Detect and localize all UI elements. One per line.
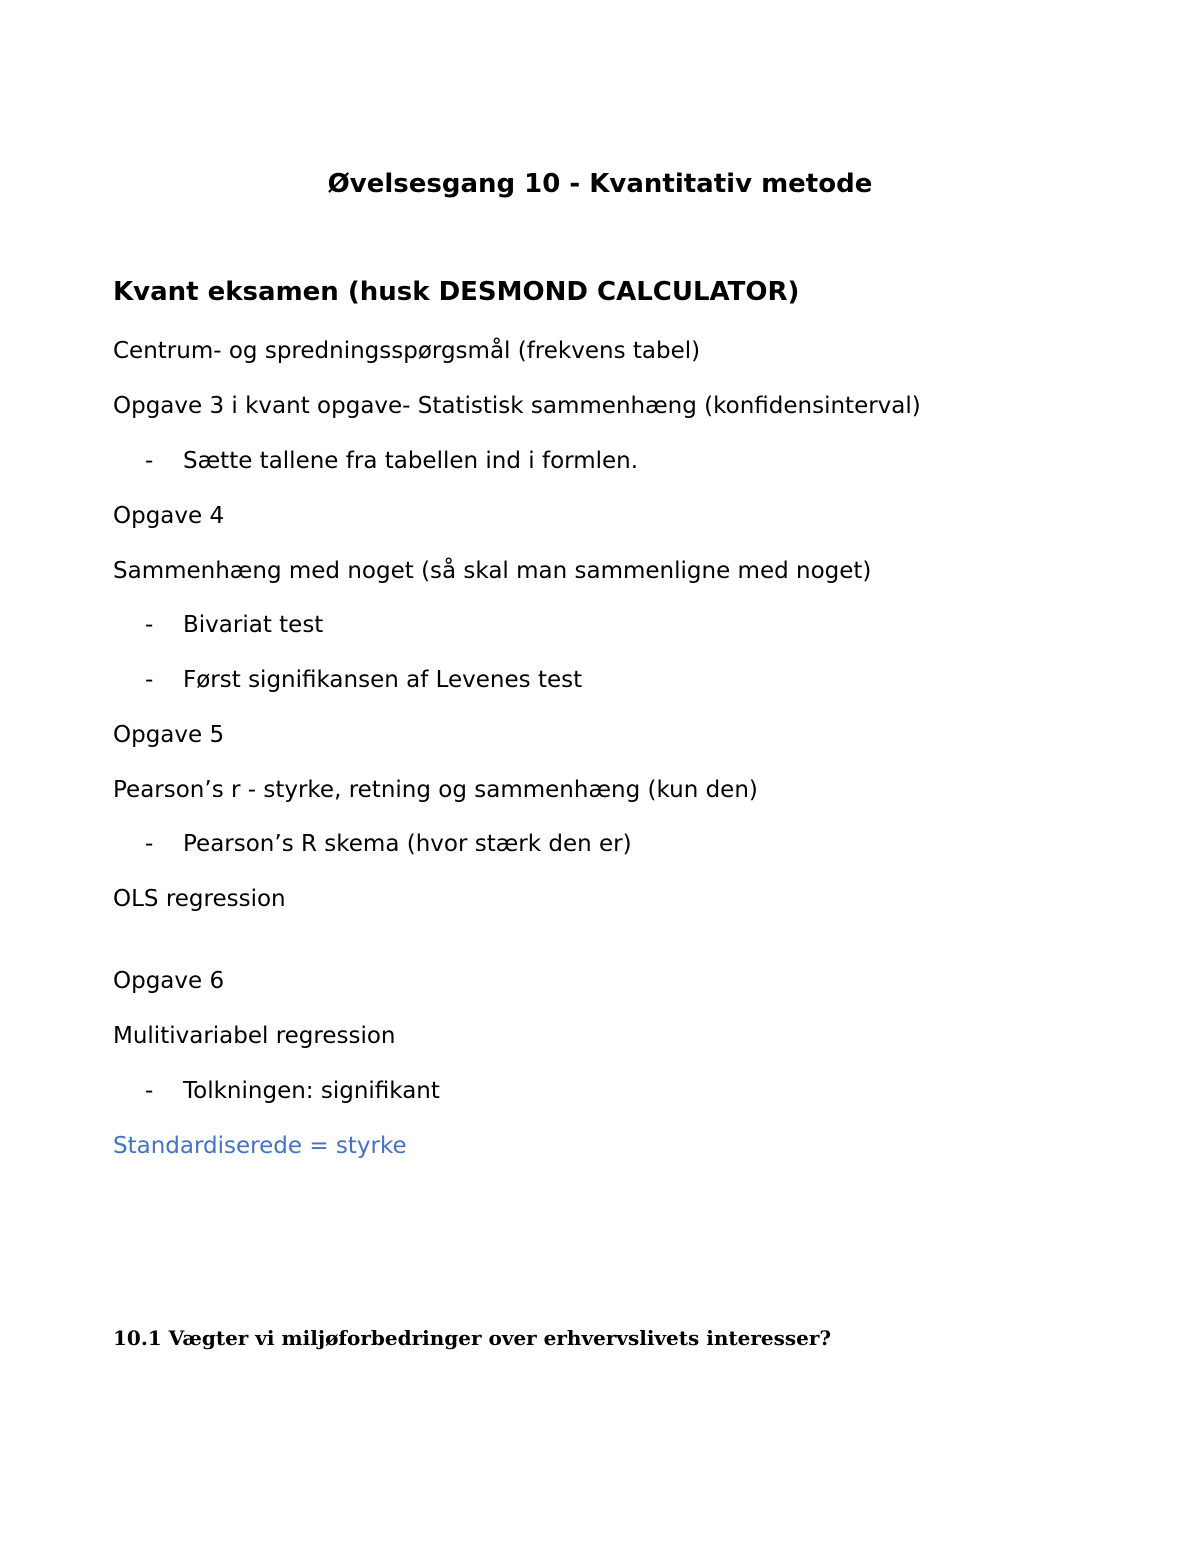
bullet-item (145, 1076, 440, 1106)
bullet-text: Tolkningen: signifikant (183, 1078, 440, 1104)
bullet-text: Sætte tallene fra tabellen ind i formlen. (183, 448, 639, 474)
bullet-item (145, 446, 638, 476)
bullet-marker: - (145, 612, 154, 638)
text-line: Opgave 5 (113, 722, 225, 748)
text-line: Centrum- og spredningsspørgsmål (frekvens tabel) (113, 338, 701, 364)
text-line: Opgave 4 (113, 503, 225, 529)
text-line: Sammenhæng med noget (så skal man sammenligne med noget) (113, 558, 872, 584)
bullet-marker: - (145, 667, 154, 693)
text-line: Pearson’s r - styrke, retning og sammenhæng (kun den) (113, 777, 758, 803)
bullet-item (145, 829, 632, 859)
bullet-marker: - (145, 1078, 154, 1104)
text-line: Mulitivariabel regression (113, 1023, 396, 1049)
bullet-item (145, 610, 323, 640)
highlight-text: Standardiserede = styrke (113, 1133, 407, 1159)
document-title: Øvelsesgang 10 - Kvantitativ metode (327, 169, 873, 199)
bullet-marker: - (145, 831, 154, 857)
question-heading: 10.1 Vægter vi miljøforbedringer over erhvervslivets interesser? (113, 1326, 832, 1350)
text-line: OLS regression (113, 886, 286, 912)
text-line: Opgave 3 i kvant opgave- Statistisk sammenhæng (konfidensinterval) (113, 393, 921, 419)
bullet-text: Først signifikansen af Levenes test (183, 667, 583, 693)
bullet-text: Pearson’s R skema (hvor stærk den er) (183, 831, 632, 857)
section-heading: Kvant eksamen (husk DESMOND CALCULATOR) (113, 277, 800, 307)
bullet-text: Bivariat test (183, 612, 324, 638)
bullet-item (145, 665, 582, 695)
bullet-marker: - (145, 448, 154, 474)
text-line: Opgave 6 (113, 968, 225, 994)
